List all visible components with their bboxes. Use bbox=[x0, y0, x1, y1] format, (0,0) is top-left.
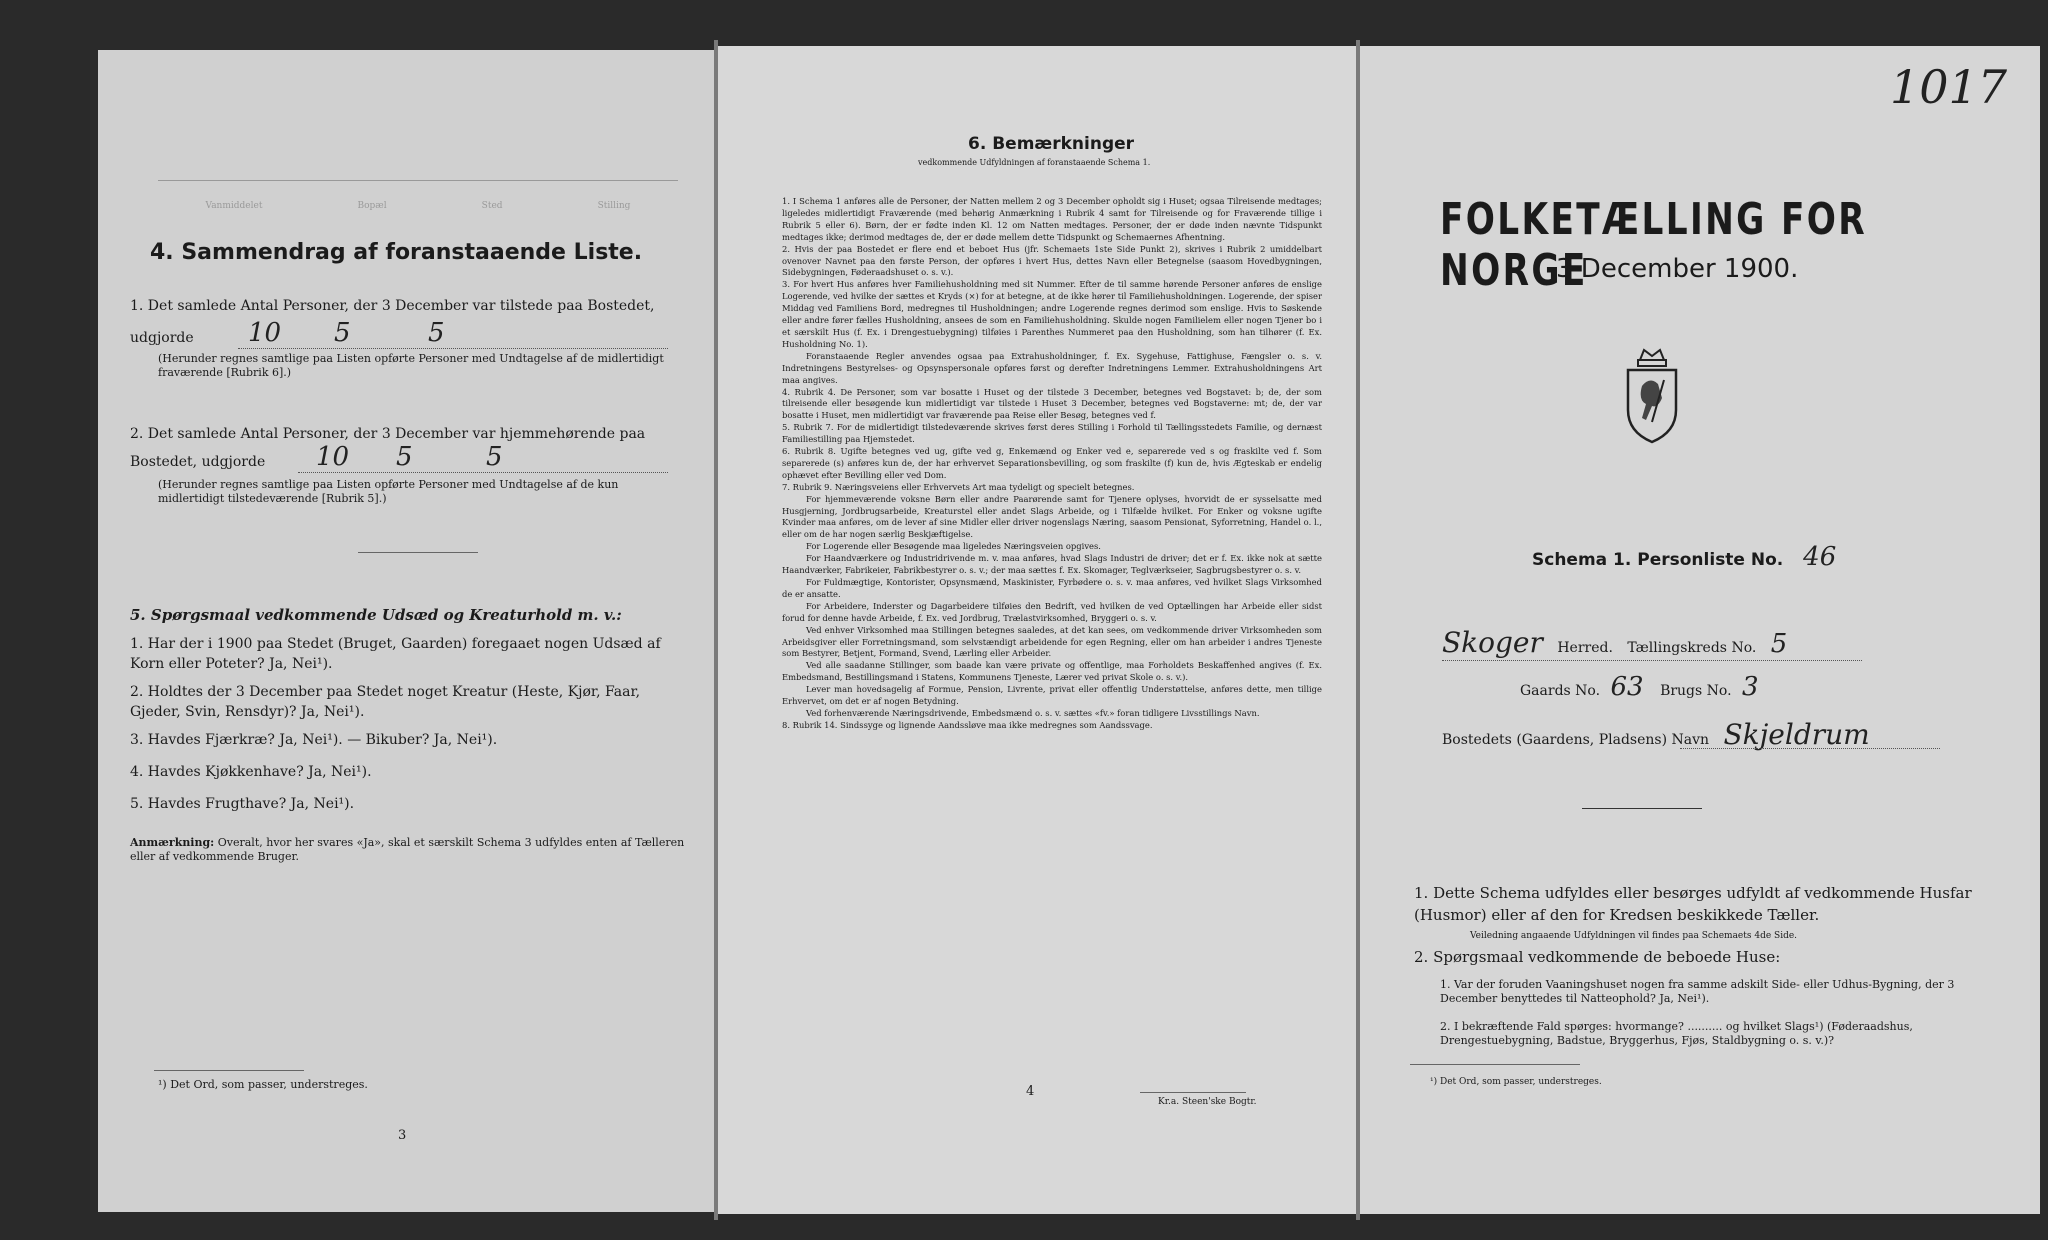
remark-paragraph: 2. Hvis der paa Bostedet er flere end et beboet Hus (jfr. Schemaets 1ste Side Punkt 2), skrives i Rubrik 2 umiddelbart ovenover Navnet paa den første Person, der opføres i hvert Hus, dettes Navn eller Betegnelse (saasom Hovedbygningen, Sidebygningen, Føderaadshuset o. s. v.). bbox=[782, 243, 1322, 278]
census-date: 3 December 1900. bbox=[1556, 254, 1799, 284]
remark-label: Anmærkning: bbox=[130, 836, 215, 849]
remark-paragraph: 4. Rubrik 4. De Personer, som var bosatte i Huset og der tilstede 3 December, betegnes ved Bogstavet: b; de, der som tilreisende eller besøgende kun midlertidigt var tilstede i Huset 3 December, betegnes ved Bogstaverne: mt; de, der var bosatte i Huset, men midlertidigt var fraværende paa Reise eller Besøg, betegnes ved f. bbox=[782, 386, 1322, 421]
norway-coat-of-arms-icon bbox=[1622, 346, 1682, 446]
remarks-subtitle: vedkommende Udfyldningen af foranstaaende Schema 1. bbox=[918, 158, 1151, 167]
page-number: 3 bbox=[398, 1128, 407, 1143]
printer-rule bbox=[1140, 1092, 1246, 1093]
remarks-body bbox=[782, 196, 1322, 732]
gaards-line bbox=[1520, 672, 1759, 702]
footnote: ¹) Det Ord, som passer, understreges. bbox=[158, 1078, 368, 1091]
census-title: FOLKETÆLLING FOR NORGE bbox=[1440, 194, 1868, 296]
herred-value: Skoger bbox=[1442, 626, 1543, 659]
q1-line bbox=[238, 348, 668, 349]
remark-paragraph: 1. I Schema 1 anføres alle de Personer, der Natten mellem 2 og 3 December opholdt sig i Huset; ogsaa Tilreisende medtages; ligeledes midlertidigt Fraværende (med behørig Anmærkning i Rubrik 4 samt for Tilreisende og for Fraværende tillige i Rubrik 5 eller 6). Børn, der er fødte inden Kl. 12 om Natten medtages. Personer, der er døde inden nævnte Tidspunkt medtages ikke; derimod medtages de, der er døde mellem dette Tidspunkt og Schemaernes Afhentning. bbox=[782, 196, 1322, 242]
faint-header-bleed bbox=[158, 200, 678, 212]
remark-paragraph: 3. For hvert Hus anføres hver Familiehusholdning med sit Nummer. Efter de til samme hørende Personer anføres de enslige Logerende, ved hvilke der sættes et Kryds (×) for at betegne, at de ikke hører til Familiehusholdningen. Logerende, der spiser Middag ved Familiens Bord, medregnes til Husholdningen; andre Logerende regnes derimod som enslige. Hvis to Søskende eller andre fører fælles Husholdning, ansees de som en Familiehusholdning. Skulde nogen Familielem eller nogen Tjener bo i et særskilt Hus (f. Ex. i Drengestuebygning) tilføies i Parenthes Nummeret paa den Husholdning, som han tilhører (f. Ex. Husholdning No. 1). bbox=[782, 279, 1322, 349]
info-1-note: Veiledning angaaende Udfyldningen vil findes paa Schemaets 4de Side. bbox=[1470, 931, 1798, 941]
q1-text: 1. Det samlede Antal Personer, der 3 December var tilstede paa Bostedet, bbox=[130, 298, 655, 314]
kreds-value: 5 bbox=[1770, 629, 1788, 659]
schema-label: Schema 1. Personliste No. bbox=[1532, 550, 1784, 570]
faint-header-0: Vanmiddelet bbox=[205, 201, 263, 211]
faint-header-3: Stilling bbox=[597, 201, 631, 211]
section-4-title: 4. Sammendrag af foranstaaende Liste. bbox=[150, 240, 643, 265]
cover-page bbox=[1360, 46, 2040, 1214]
page-4-remarks bbox=[718, 46, 1358, 1214]
ornament-rule bbox=[1582, 808, 1702, 809]
q2-prefix: Bostedet, udgjorde bbox=[130, 454, 266, 470]
remark-paragraph: 8. Rubrik 14. Sindssyge og lignende Aandssløve maa ikke medregnes som Aandssvage. bbox=[782, 719, 1153, 730]
remark-paragraph: Lever man hovedsagelig af Formue, Pension, Livrente, privat eller offentlig Understøttelse, anføres dette, men tillige Erhvervet, om det er af nogen Betydning. bbox=[782, 684, 1322, 707]
bosted-label: Bostedets (Gaardens, Pladsens) Navn bbox=[1442, 732, 1710, 748]
q2-value-women: 5 bbox=[486, 442, 503, 472]
q5-3: 3. Havdes Fjærkræ? Ja, Nei¹). — Bikuber? Ja, Nei¹). bbox=[130, 732, 498, 748]
remark-paragraph: For Logerende eller Besøgende maa ligeledes Næringsveien opgives. bbox=[806, 541, 1101, 552]
kreds-label: Tællingskreds No. bbox=[1627, 640, 1757, 656]
bosted-underline bbox=[1680, 748, 1940, 749]
gaards-label: Gaards No. bbox=[1520, 683, 1601, 699]
remark-paragraph: For Arbeidere, Inderster og Dagarbeidere tilføies den Bedrift, ved hvilken de ved Optællingen har Arbeide eller sidst forud for denne havde Arbeide, f. Ex. ved Jordbrug, Trælastvirksomhed, Bryggeri o. s. v. bbox=[782, 600, 1322, 623]
q2-note: (Herunder regnes samtlige paa Listen opførte Personer med Undtagelse af de kun midlertidigt tilstedeværende [Rubrik 5].) bbox=[158, 478, 619, 505]
page-3-summary bbox=[98, 50, 716, 1212]
bosted-line bbox=[1442, 718, 1870, 751]
faint-header-2: Sted bbox=[481, 201, 503, 211]
q2-text: 2. Det samlede Antal Personer, der 3 December var hjemmehørende paa bbox=[130, 426, 646, 442]
herred-underline bbox=[1442, 660, 1862, 661]
brugs-value: 3 bbox=[1742, 672, 1759, 702]
footnote-rule bbox=[1410, 1064, 1580, 1065]
remark-paragraph: For Fuldmægtige, Kontorister, Opsynsmænd, Maskinister, Fyrbødere o. s. v. maa anføres, ved hvilket Slags Virksomhed de er ansatte. bbox=[782, 577, 1322, 599]
remark-paragraph: Ved forhenværende Næringsdrivende, Embedsmænd o. s. v. sættes «fv.» foran tidligere Livsstillings Navn. bbox=[806, 707, 1260, 718]
info-2-1: 1. Var der foruden Vaaningshuset nogen fra samme adskilt Side- eller Udhus-Bygning, der 3 December benyttedes til Natteophold? Ja, Nei¹). bbox=[1440, 978, 1955, 1005]
remark-paragraph: Foranstaaende Regler anvendes ogsaa paa Extrahusholdninger, f. Ex. Sygehuse, Fattighuse, Fængsler o. s. v. Indretningens Bestyrelses- og Opsynspersonale opføres først og derefter Indretningens Lemmer. Extrahusholdningens Art maa angives. bbox=[782, 350, 1322, 385]
q1-prefix: udgjorde bbox=[130, 330, 194, 346]
printer-credit: Kr.a. Steen'ske Bogtr. bbox=[1158, 1097, 1257, 1107]
remark-paragraph: Ved alle saadanne Stillinger, som baade kan være private og offentlige, maa Forholdets Beskaffenhed angives (f. Ex. Embedsmand, Bestillingsmand i Statens, Kommunens Tjeneste, Lærer ved privat Skole o. s. v.). bbox=[782, 660, 1322, 683]
q2-line bbox=[298, 472, 668, 473]
brugs-label: Brugs No. bbox=[1660, 683, 1732, 699]
section-5-title: 5. Spørgsmaal vedkommende Udsæd og Kreaturhold m. v.: bbox=[130, 606, 622, 624]
bosted-value: Skjeldrum bbox=[1723, 718, 1870, 751]
q2-value-total: 10 bbox=[316, 442, 350, 472]
top-rule bbox=[158, 180, 678, 181]
q5-4: 4. Havdes Kjøkkenhave? Ja, Nei¹). bbox=[130, 764, 372, 780]
herred-label: Herred. bbox=[1557, 640, 1613, 656]
remark-paragraph: For hjemmeværende voksne Børn eller andre Paarørende samt for Tjenere oplyses, hvorvidt de er sysselsatte med Husgjerning, Jordbrugsarbeide, Kreaturstel eller andet Slags Arbeide, og i Tilfælde hvilket. For Enker og voksne ugifte Kvinder maa anføres, om de lever af sine Midler eller driver nogenslags Næring, saasom Pensionat, Syforretning, Handel o. l., eller om de har nogen særlig Beskjæftigelse. bbox=[782, 493, 1322, 540]
archive-annotation: 1017 bbox=[1890, 60, 2008, 114]
remark-paragraph: 6. Rubrik 8. Ugifte betegnes ved ug, gifte ved g, Enkemænd og Enker ved e, separerede ved s og fraskilte ved f. Som separerede (s) anføres kun de, der har erhvervet Separationsbevilling, og som fraskilte (f) kun de, hvis Ægteskab er endelig ophævet efter Bevilling eller ved Dom. bbox=[782, 446, 1322, 480]
q1-value-women: 5 bbox=[428, 318, 445, 348]
faint-header-1: Bopæl bbox=[357, 201, 387, 211]
q1-note: (Herunder regnes samtlige paa Listen opførte Personer med Undtagelse af de midlertidigt fraværende [Rubrik 6].) bbox=[158, 352, 664, 379]
q5-2: 2. Holdtes der 3 December paa Stedet noget Kreatur (Heste, Kjør, Faar, Gjeder, Svin, Rensdyr)? Ja, Nei¹). bbox=[130, 684, 641, 720]
remark-paragraph: 5. Rubrik 7. For de midlertidigt tilstedeværende skrives først deres Stilling i Forhold til Tællingsstedets Familie, og dernæst Familiestilling paa Hjemstedet. bbox=[782, 422, 1322, 445]
page-number: 4 bbox=[1026, 1084, 1035, 1099]
q5-1: 1. Har der i 1900 paa Stedet (Bruget, Gaarden) foregaaet nogen Udsæd af Korn eller Poteter? Ja, Nei¹). bbox=[130, 636, 661, 672]
personliste-number: 46 bbox=[1803, 542, 1837, 572]
remark-paragraph: For Haandværkere og Industridrivende m. v. maa anføres, hvad Slags Industri de driver; det er f. Ex. ikke nok at sætte Haandværker, Fabrikeier, Fabrikbestyrer o. s. v.; der maa sættes f. Ex. Skomager, Teglværkseier, Sagbrugsbestyrer o. s. v. bbox=[782, 553, 1322, 576]
info-2-2: 2. I bekræftende Fald spørges: hvormange? .......... og hvilket Slags¹) (Føderaadshus, Drengestuebygning, Badstue, Bryggerhus, Fjøs, Staldbygning o. s. v.)? bbox=[1440, 1020, 1913, 1047]
q5-5: 5. Havdes Frugthave? Ja, Nei¹). bbox=[130, 796, 355, 812]
remarks-title: 6. Bemærkninger bbox=[968, 134, 1135, 154]
remark bbox=[130, 836, 690, 864]
herred-line bbox=[1442, 626, 1787, 659]
schema-line bbox=[1532, 542, 1836, 572]
remark-paragraph: 7. Rubrik 9. Næringsveiens eller Erhvervets Art maa tydeligt og specielt betegnes. bbox=[782, 481, 1135, 492]
footnote: ¹) Det Ord, som passer, understreges. bbox=[1430, 1077, 1602, 1087]
remark-text: Overalt, hvor her svares «Ja», skal et særskilt Schema 3 udfyldes enten af Tælleren eller af vedkommende Bruger. bbox=[130, 836, 685, 863]
gaards-value: 63 bbox=[1610, 672, 1644, 702]
divider bbox=[358, 552, 478, 553]
q1-value-men: 5 bbox=[334, 318, 351, 348]
q1-value-total: 10 bbox=[248, 318, 282, 348]
q2-value-men: 5 bbox=[396, 442, 413, 472]
info-2: 2. Spørgsmaal vedkommende de beboede Huse: bbox=[1414, 948, 1781, 966]
remark-paragraph: Ved enhver Virksomhed maa Stillingen betegnes saaledes, at det kan sees, om vedkommende driver Virksomheden som Arbeidsgiver eller Forretningsmand, som selvstændigt arbeidende for egen Regning, eller om han arbeider i andres Tjeneste som Bestyrer, Betjent, Formand, Svend, Lærling eller Arbeider. bbox=[782, 624, 1322, 659]
footnote-rule bbox=[154, 1070, 304, 1071]
info-1: 1. Dette Schema udfyldes eller besørges udfyldt af vedkommende Husfar (Husmor) eller af den for Kredsen beskikkede Tæller. bbox=[1414, 884, 1972, 924]
